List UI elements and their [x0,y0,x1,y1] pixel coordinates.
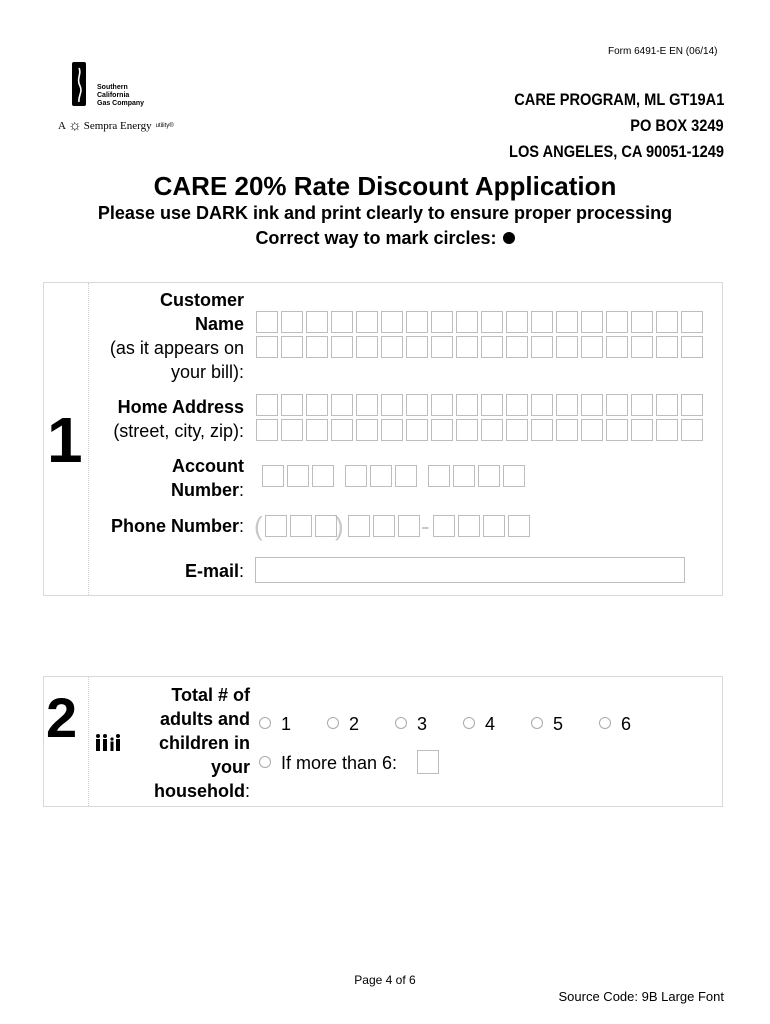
character-box[interactable] [381,336,403,358]
character-box[interactable] [483,515,505,537]
label-your-bill: your bill): [170,362,244,382]
label-colon: : [238,480,244,500]
character-box[interactable] [262,465,284,487]
character-box[interactable] [556,336,578,358]
page-number: Page 4 of 6 [354,973,416,987]
character-box[interactable] [381,311,403,333]
character-box[interactable] [581,311,603,333]
logo-line-3: Gas Company [97,100,145,107]
character-box[interactable] [503,465,525,487]
label-as-it-appears: (as it appears on [109,338,244,358]
character-box[interactable] [556,394,578,416]
character-box[interactable] [306,336,328,358]
character-box[interactable] [606,419,628,441]
filled-circle-icon [503,232,515,244]
label-children: children in [158,733,250,753]
character-box[interactable] [453,465,475,487]
character-box[interactable] [356,336,378,358]
character-box[interactable] [508,515,530,537]
label-adults: adults and [159,709,250,729]
character-box[interactable] [581,336,603,358]
instruction-line-1: Please use DARK ink and print clearly to ensure proper processing [97,203,673,223]
character-box[interactable] [481,336,503,358]
character-box[interactable] [256,394,278,416]
character-box[interactable] [356,419,378,441]
radio-option-4[interactable] [463,717,475,729]
character-box[interactable] [506,311,528,333]
radio-more-than-6[interactable] [259,756,271,768]
label-colon: : [238,561,244,581]
character-box[interactable] [606,394,628,416]
option-label-4: 4 [485,714,496,734]
character-box[interactable] [306,311,328,333]
character-box[interactable] [331,419,353,441]
option-label-5: 5 [553,714,564,734]
option-label-6: 6 [621,714,632,734]
character-box[interactable] [431,419,453,441]
character-box[interactable] [281,394,303,416]
logo-line-2: California [97,92,130,99]
character-box[interactable] [456,394,478,416]
option-label-2: 2 [349,714,360,734]
character-box[interactable] [656,419,678,441]
sempra-prefix: A [58,120,66,132]
sempra-name: Sempra Energy [83,120,152,132]
character-box[interactable] [506,394,528,416]
character-box[interactable] [398,515,420,537]
email-field[interactable] [255,557,685,583]
email-label [185,559,244,583]
character-box[interactable] [606,336,628,358]
radio-option-6[interactable] [599,717,611,729]
address-line-3: LOS ANGELES, CA 90051-1249 [508,142,724,161]
radio-option-2[interactable] [327,717,339,729]
sempra-bird-icon: ☼ [67,117,82,134]
label-email: E-mail [184,561,239,581]
character-box[interactable] [531,311,553,333]
character-box[interactable] [656,394,678,416]
character-box[interactable] [381,394,403,416]
character-box[interactable] [281,336,303,358]
label-street-city-zip: (street, city, zip): [113,421,244,441]
character-box[interactable] [345,465,367,487]
account-number-label [171,454,244,502]
address-line-2: PO BOX 3249 [630,116,724,135]
character-box[interactable] [656,336,678,358]
character-box[interactable] [395,465,417,487]
character-box[interactable] [481,394,503,416]
phone-close-paren: ) [335,511,344,541]
label-household: household [153,781,245,801]
character-box[interactable] [506,419,528,441]
character-box[interactable] [456,336,478,358]
more-than-6-field[interactable] [417,750,439,774]
character-box[interactable] [406,394,428,416]
character-box[interactable] [556,419,578,441]
label-colon: : [238,516,244,536]
character-box[interactable] [681,336,703,358]
character-box[interactable] [631,394,653,416]
household-label [154,683,250,803]
character-box[interactable] [406,311,428,333]
character-box[interactable] [581,394,603,416]
character-box[interactable] [433,515,455,537]
character-box[interactable] [331,394,353,416]
character-box[interactable] [456,419,478,441]
company-logo-text [97,84,144,108]
character-box[interactable] [606,311,628,333]
section-1-number: 1 [47,404,83,476]
character-box[interactable] [531,394,553,416]
radio-option-1[interactable] [259,717,271,729]
label-customer: Customer [159,290,244,310]
character-box[interactable] [531,419,553,441]
customer-name-label [110,288,244,384]
character-box[interactable] [256,336,278,358]
label-your: your [210,757,250,777]
label-household-line [154,779,250,803]
label-total: Total # of [171,685,250,705]
label-phone: Phone Number [110,516,239,536]
character-box[interactable] [265,515,287,537]
character-box[interactable] [370,465,392,487]
character-box[interactable] [373,515,395,537]
character-box[interactable] [381,419,403,441]
section-2 [43,676,723,807]
character-box[interactable] [478,465,500,487]
character-box[interactable] [458,515,480,537]
label-home-address: Home Address [117,397,244,417]
character-box[interactable] [315,515,337,537]
character-box[interactable] [406,419,428,441]
character-box[interactable] [431,394,453,416]
character-box[interactable] [506,336,528,358]
character-box[interactable] [631,311,653,333]
character-box[interactable] [481,311,503,333]
instruction-text: Correct way to mark circles: [255,228,497,248]
character-box[interactable] [681,394,703,416]
source-code: Source Code: 9B Large Font [558,989,724,1004]
character-box[interactable] [406,336,428,358]
character-box[interactable] [456,311,478,333]
label-account: Account [172,456,244,476]
flame-logo-icon [72,62,86,106]
phone-number-label [111,514,244,538]
character-box[interactable] [281,311,303,333]
character-box[interactable] [306,419,328,441]
section-2-number: 2 [46,686,78,749]
address-line-1: CARE PROGRAM, ML GT19A1 [513,90,724,109]
label-number: Number [170,480,239,500]
character-box[interactable] [631,336,653,358]
character-box[interactable] [331,336,353,358]
character-box[interactable] [531,336,553,358]
label-name: Name [194,314,244,334]
character-box[interactable] [431,336,453,358]
home-address-label [113,395,244,443]
label-number-line [171,478,244,502]
character-box[interactable] [631,419,653,441]
character-box[interactable] [556,311,578,333]
character-box[interactable] [681,419,703,441]
family-icon [94,733,122,758]
character-box[interactable] [356,311,378,333]
character-box[interactable] [287,465,309,487]
form-number: Form 6491-E EN (06/14) [608,46,718,57]
section-divider [88,283,89,595]
character-box[interactable] [290,515,312,537]
phone-open-paren: ( [254,511,263,541]
character-box[interactable] [306,394,328,416]
sempra-suffix: utility® [155,123,174,129]
character-box[interactable] [256,419,278,441]
character-box[interactable] [281,419,303,441]
character-box[interactable] [428,465,450,487]
character-box[interactable] [356,394,378,416]
logo-line-1: Southern [97,84,128,91]
sempra-logo [58,117,174,134]
character-box[interactable] [331,311,353,333]
phone-dash: - [421,511,430,541]
character-box[interactable] [656,311,678,333]
radio-option-5[interactable] [531,717,543,729]
option-label-1: 1 [281,714,292,734]
page-title: CARE 20% Rate Discount Application [153,171,617,201]
character-box[interactable] [431,311,453,333]
character-box[interactable] [312,465,334,487]
section-divider [88,677,89,806]
character-box[interactable] [256,311,278,333]
character-box[interactable] [681,311,703,333]
character-box[interactable] [581,419,603,441]
instruction-line-2 [0,228,770,249]
character-box[interactable] [348,515,370,537]
option-label-3: 3 [417,714,428,734]
character-box[interactable] [481,419,503,441]
label-colon: : [244,781,250,801]
radio-option-3[interactable] [395,717,407,729]
option-more-than-6-label: If more than 6: [281,753,398,773]
